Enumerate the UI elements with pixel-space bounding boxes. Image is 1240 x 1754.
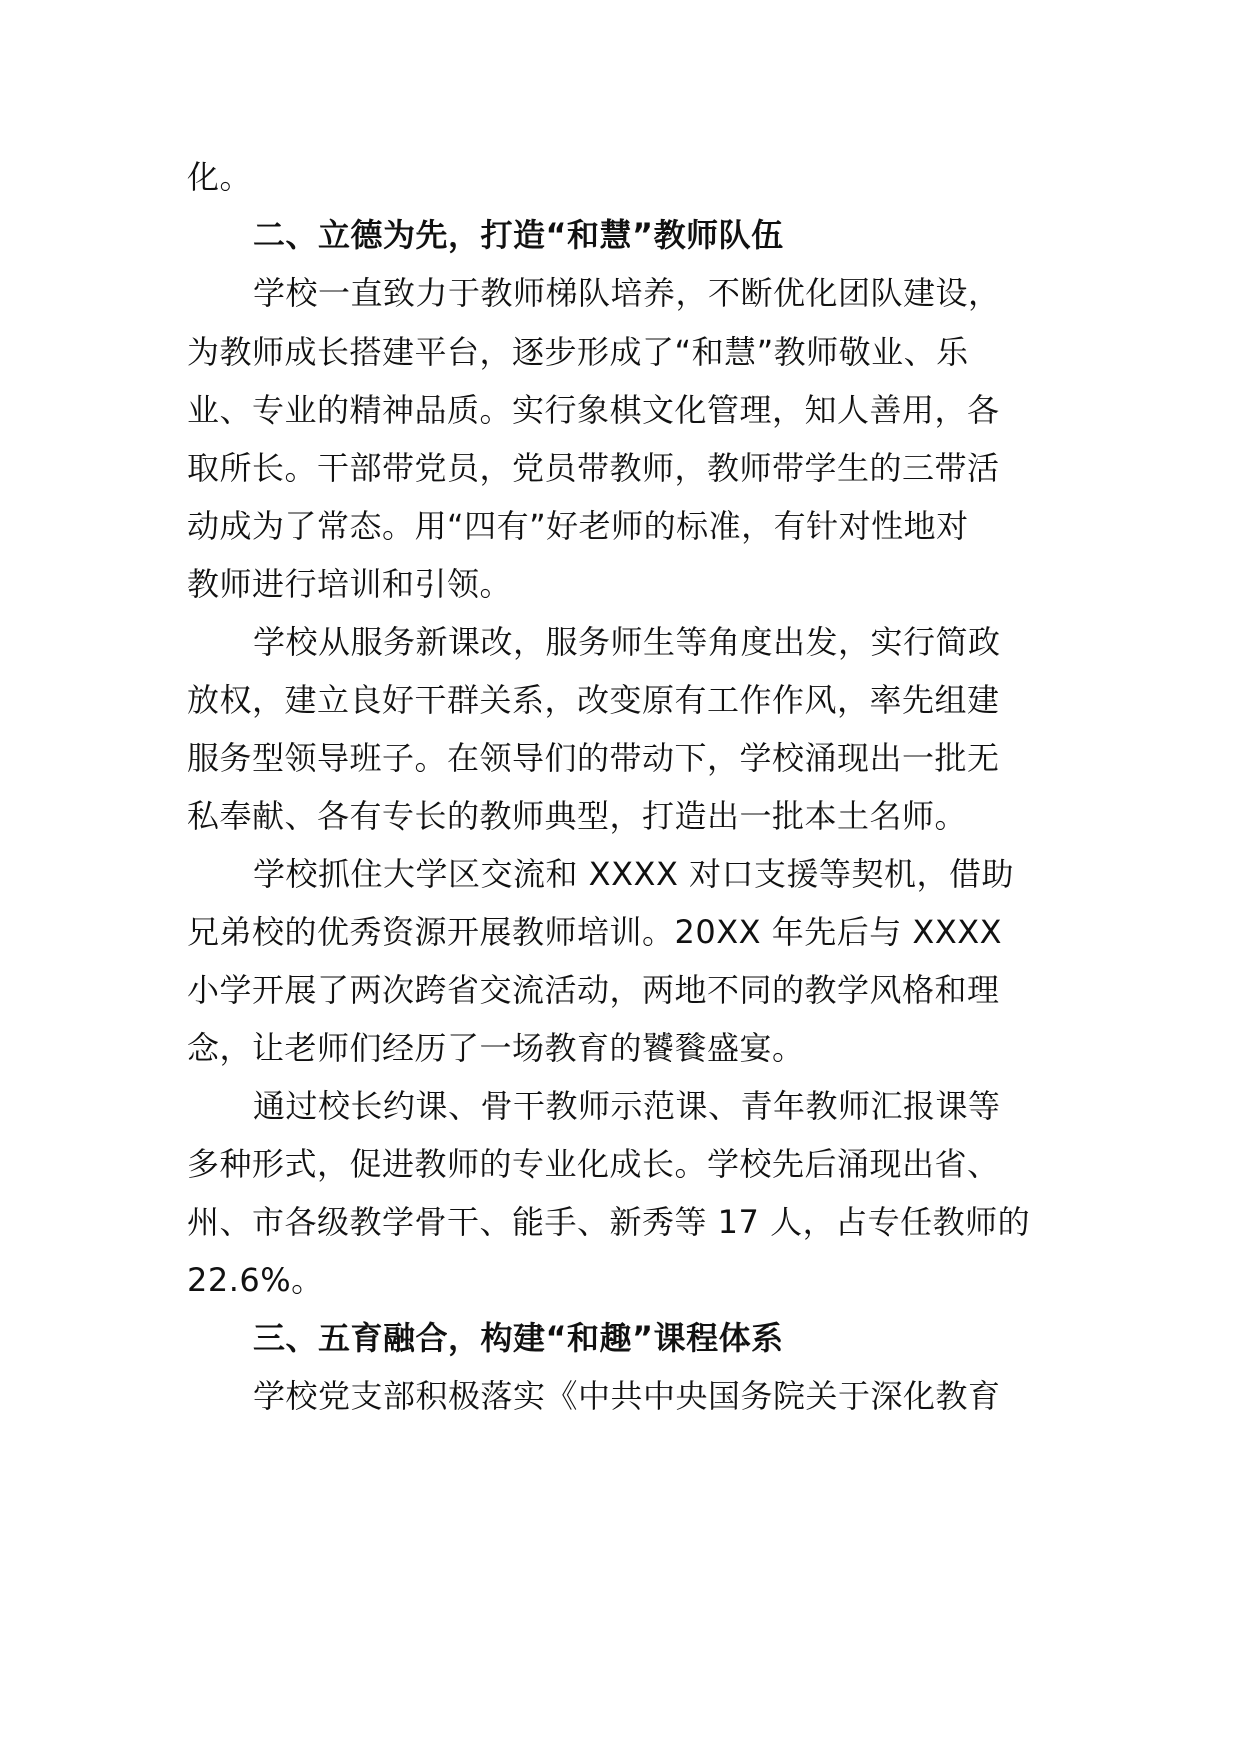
text-line: 动成为了常态。用“四有”好老师的标准，有针对性地对	[187, 507, 969, 545]
text-line: 为教师成长搭建平台，逐步形成了“和慧”教师敬业、乐	[187, 333, 969, 371]
text-line: 22.6%。	[187, 1261, 324, 1299]
text-line: 州、市各级教学骨干、能手、新秀等 17 人，占专任教师的	[187, 1203, 1031, 1241]
text-line: 私奉献、各有专长的教师典型，打造出一批本土名师。	[187, 797, 968, 835]
text-line: 兄弟校的优秀资源开展教师培训。20XX 年先后与 XXXX	[187, 913, 1003, 951]
text-line: 学校党支部积极落实《中共中央国务院关于深化教育	[253, 1377, 1001, 1415]
text-line: 学校一直致力于教师梯队培养，不断优化团队建设，	[253, 274, 1001, 312]
text-line: 服务型领导班子。在领导们的带动下，学校涌现出一批无	[187, 739, 1000, 777]
section-heading-3: 三、五育融合，构建“和趣”课程体系	[253, 1319, 784, 1357]
text-line: 小学开展了两次跨省交流活动，两地不同的教学风格和理	[187, 971, 1000, 1009]
section-heading-2: 二、立德为先，打造“和慧”教师队伍	[253, 216, 784, 254]
text-line: 化。	[187, 158, 253, 196]
text-line: 学校从服务新课改，服务师生等角度出发，实行简政	[253, 623, 1001, 661]
text-line: 放权，建立良好干群关系，改变原有工作作风，率先组建	[187, 681, 1000, 719]
text-line: 业、专业的精神品质。实行象棋文化管理，知人善用，各	[187, 391, 1000, 429]
text-line: 教师进行培训和引领。	[187, 565, 513, 603]
text-line: 念，让老师们经历了一场教育的饕餮盛宴。	[187, 1029, 805, 1067]
text-line: 通过校长约课、骨干教师示范课、青年教师汇报课等	[253, 1087, 1001, 1125]
text-line: 多种形式，促进教师的专业化成长。学校先后涌现出省、	[187, 1145, 1000, 1183]
text-line: 学校抓住大学区交流和 XXXX 对口支援等契机，借助	[253, 855, 1015, 893]
text-line: 取所长。干部带党员，党员带教师，教师带学生的三带活	[187, 449, 1000, 487]
